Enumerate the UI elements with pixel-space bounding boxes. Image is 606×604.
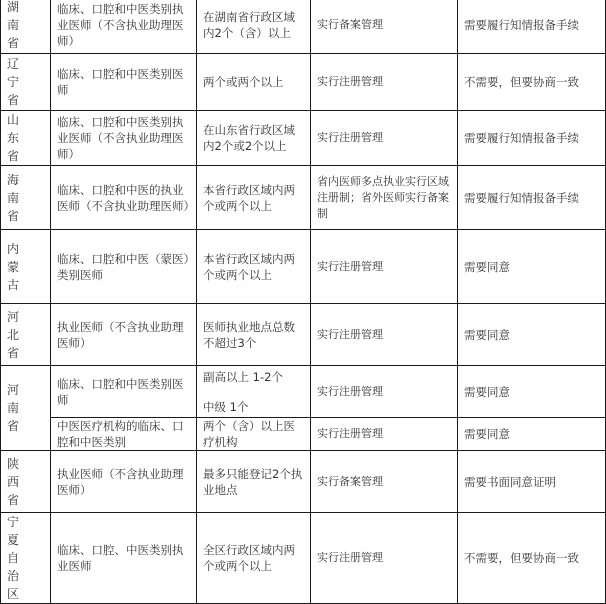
- table-row: [1, 111, 606, 166]
- management-cell: 实行注册管理: [311, 111, 458, 166]
- province-cell: 河北省: [1, 304, 51, 366]
- scope-cell: 临床、口腔和中医的执业医师（不含执业助理医师）: [51, 166, 197, 230]
- count-cell: 本省行政区域内两个或两个以上: [197, 230, 311, 304]
- consent-cell: 需要同意: [458, 366, 606, 418]
- consent-cell: 需要同意: [458, 230, 606, 304]
- consent-cell: 需要履行知情报备手续: [458, 111, 606, 166]
- count-cell: 在山东省行政区域内2个或2个以上: [197, 111, 311, 166]
- management-cell: 实行备案管理: [311, 451, 458, 513]
- count-cell: 两个（含）以上医疗机构: [197, 418, 311, 451]
- table-row: [1, 304, 606, 366]
- scope-cell: 中医医疗机构的临床、口腔和中医类别: [51, 418, 197, 451]
- consent-cell: 需要履行知情报备手续: [458, 166, 606, 230]
- table-row: [1, 451, 606, 513]
- province-cell: 海南省: [1, 166, 51, 230]
- province-cell: 内蒙古: [1, 230, 51, 304]
- count-cell: 最多只能登记2个执业地点: [197, 451, 311, 513]
- count-cell: 两个或两个以上: [197, 54, 311, 111]
- consent-cell: 需要同意: [458, 304, 606, 366]
- table-row: [1, 366, 606, 418]
- consent-cell: 不需要，但要协商一致: [458, 513, 606, 604]
- scope-cell: 执业医师（不含执业助理医师）: [51, 451, 197, 513]
- management-cell: 实行注册管理: [311, 513, 458, 604]
- management-cell: 实行注册管理: [311, 230, 458, 304]
- management-cell: 实行注册管理: [311, 304, 458, 366]
- consent-cell: 需要履行知情报备手续: [458, 0, 606, 54]
- count-cell: 本省行政区域内两个或两个以上: [197, 166, 311, 230]
- management-cell: 省内医师多点执业实行区域注册制；省外医师实行备案制: [311, 166, 458, 230]
- count-cell: 在湖南省行政区域内2个（含）以上: [197, 0, 311, 54]
- management-cell: 实行备案管理: [311, 0, 458, 54]
- scope-cell: 临床、口腔和中医（蒙医）类别医师: [51, 230, 197, 304]
- management-cell: 实行注册管理: [311, 366, 458, 418]
- province-cell: 陕西省: [1, 451, 51, 513]
- scope-cell: 临床、口腔和中医类别医师: [51, 54, 197, 111]
- consent-cell: 需要书面同意证明: [458, 451, 606, 513]
- table-row: [1, 230, 606, 304]
- consent-cell: 不需要，但要协商一致: [458, 54, 606, 111]
- province-cell: 河南省: [1, 366, 51, 451]
- count-cell: [197, 366, 311, 418]
- consent-cell: 需要同意: [458, 418, 606, 451]
- table-row: [1, 166, 606, 230]
- table-row: [1, 0, 606, 54]
- count-cell: 医师执业地点总数不超过3个: [197, 304, 311, 366]
- management-cell: 实行注册管理: [311, 418, 458, 451]
- scope-cell: 临床、口腔和中医类别医师: [51, 366, 197, 418]
- scope-cell: 执业医师（不含执业助理医师）: [51, 304, 197, 366]
- management-cell: 实行注册管理: [311, 54, 458, 111]
- count-senior: 副高以上 1-2个: [203, 369, 283, 384]
- province-cell: 山东省: [1, 111, 51, 166]
- province-cell: 宁夏自治区: [1, 513, 51, 604]
- count-cell: 全区行政区域内两个或两个以上: [197, 513, 311, 604]
- province-cell: 辽宁省: [1, 54, 51, 111]
- province-cell: 湖南省: [1, 0, 51, 54]
- table-row: [1, 54, 606, 111]
- scope-cell: 临床、口腔、中医类别执业医师: [51, 513, 197, 604]
- scope-cell: 临床、口腔和中医类别执业医师（不含执业助理医师）: [51, 0, 197, 54]
- table-row: [1, 513, 606, 604]
- table-row: [1, 418, 606, 451]
- count-intermediate: 中级 1个: [203, 399, 249, 414]
- scope-cell: 临床、口腔和中医类别执业医师（不含执业助理医师）: [51, 111, 197, 166]
